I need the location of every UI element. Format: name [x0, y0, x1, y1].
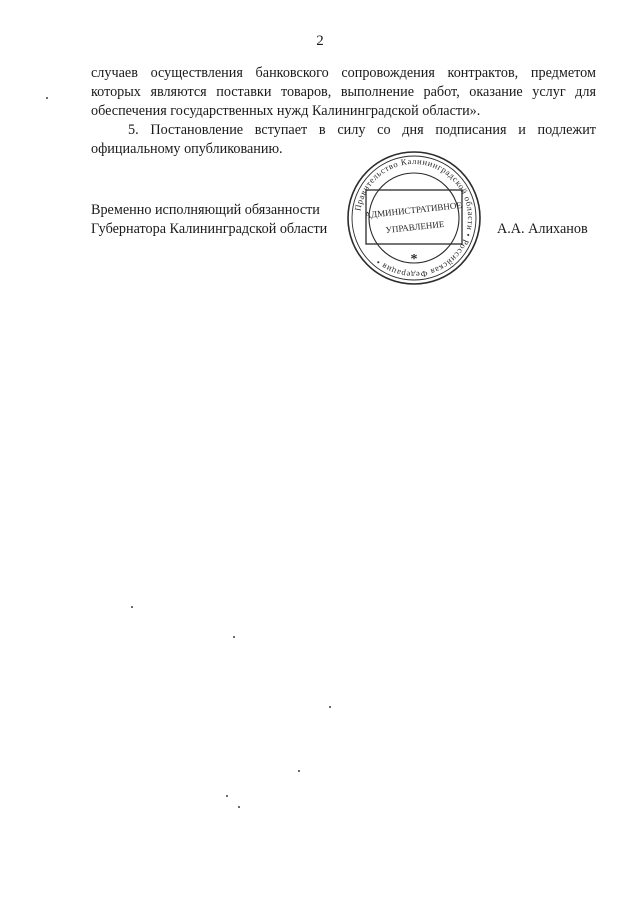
- paragraph-continuation: случаев осуществления банковского сопровождения контрактов, предметом которых являются поставки товаров, выполнение работ, оказание услуг для обеспечения государственных нужд Калининградской области».: [91, 65, 596, 119]
- scan-speck: [226, 795, 228, 797]
- scan-speck: [233, 636, 235, 638]
- stamp-center-line-1: АДМИНИСТРАТИВНОЕ: [364, 199, 463, 221]
- scan-speck: [131, 606, 133, 608]
- signature-name: А.А. Алиханов: [497, 221, 588, 237]
- signature-title-line-1: Временно исполняющий обязанности: [91, 202, 320, 218]
- paragraph-item-5: 5. Постановление вступает в силу со дня подписания и подлежит официальному опубликованию.: [91, 122, 596, 157]
- page-number: 2: [316, 33, 324, 49]
- stamp-seal-icon: [346, 150, 482, 286]
- stamp-ring-text-path: Правительство Калининградской области • Российская Федерация •: [352, 155, 477, 281]
- scan-speck: [46, 97, 48, 99]
- scan-speck: [238, 806, 240, 808]
- official-stamp: [346, 150, 482, 286]
- stamp-center-line-2: УПРАВЛЕНИЕ: [385, 218, 445, 236]
- signature-title-line-2: Губернатора Калининградской области: [91, 221, 328, 237]
- scan-speck: [329, 706, 331, 708]
- scan-speck: [298, 770, 300, 772]
- signature-title: [91, 201, 327, 239]
- document-body: [91, 64, 596, 159]
- stamp-star-icon: *: [410, 252, 418, 267]
